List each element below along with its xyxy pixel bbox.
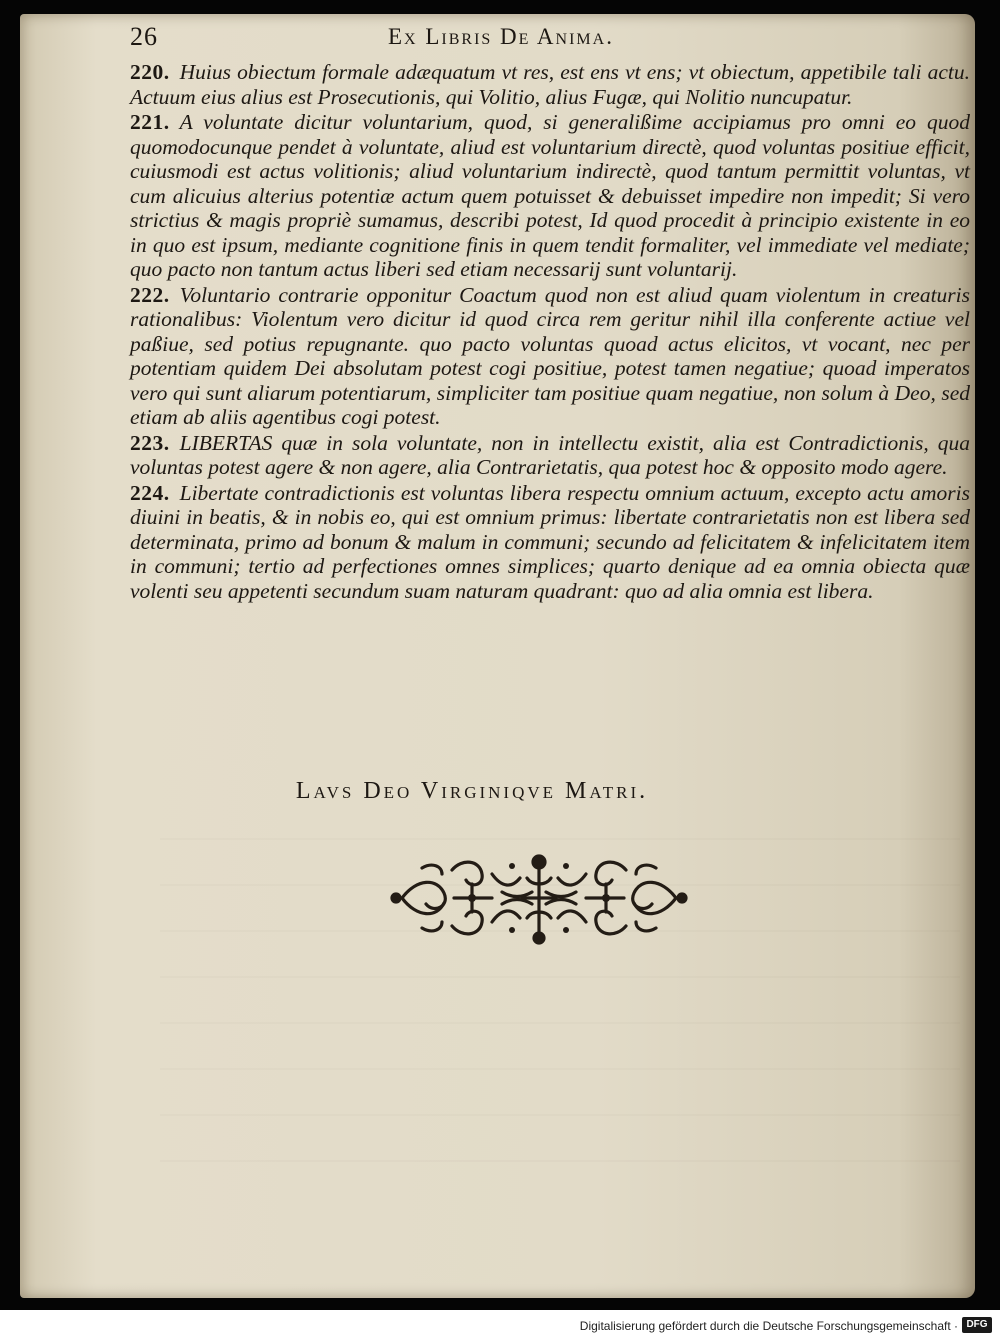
paragraph-number: 223. — [130, 430, 170, 455]
paragraph-text: LIBERTAS quæ in sola voluntate, non in intellectu existit, alia est Contradictionis, qua voluntas potest agere & non agere, alia Contrarietatis, qua potest hoc & opposito modo agere. — [130, 430, 970, 479]
paragraph-number: 222. — [130, 282, 170, 307]
paragraph-223 — [130, 431, 970, 480]
digitization-footer — [0, 1310, 1000, 1340]
paragraph-number: 220. — [130, 60, 170, 84]
paragraph-number: 221. — [130, 110, 170, 134]
dfg-logo-icon: DFG — [962, 1317, 992, 1333]
paragraph-220 — [130, 60, 970, 109]
body-text — [130, 60, 970, 604]
paragraph-222 — [130, 283, 970, 430]
running-title: Ex Libris De Anima. — [388, 24, 614, 49]
paragraph-224 — [130, 481, 970, 604]
paragraph-221 — [130, 110, 970, 282]
paragraph-text: Libertate contradictionis est voluntas libera respectu omnium actuum, excepto actu amoris diuini in beatis, & in nobis eo, qui est omnium primus: libertate contrarietatis non est libera sed determinata, primo ad bonum & malum in communi; secundo ad felicitatem & infelicitatem item in communi; tertio ad perfectiones omnes simplices; quarto denique ad ea omnia obiecta quæ volenti seu appetenti secundum suam naturam quadrant: quo ad alia omnia est libera. — [130, 480, 970, 603]
fleuron-ornament-icon — [382, 848, 696, 948]
page-header — [130, 22, 870, 58]
paragraph-text: Huius obiectum formale adæquatum vt res, est ens vt ens; vt obiectum, appetibile tali actu. Actuum eius alius est Prosecutionis, qui Volitio, alius Fugæ, qui Nolitio nuncupatur. — [130, 60, 970, 109]
paragraph-text: Voluntario contrarie opponitur Coactum quod non est aliud quam violentum in creaturis rationalibus: Violentum vero dicitur id quod circa rem geritur nihil illa conferente actiue vel paßiue, sed potius repugnante. quo pacto voluntas quoad actus elicitos, vt vocant, nec per potentiam quidem Dei absolutam potest cogi positiue, potest tamen negatiue; quoad imperatos vero qui sunt aliarum potentiarum, simpliciter tam positiue quam negatiue, non solum à Deo, sed etiam ab aliis agentibus cogi potest. — [130, 282, 970, 429]
paragraph-number: 224. — [130, 480, 170, 505]
paragraph-text: A voluntate dicitur voluntarium, quod, si generalißime accipiamus pro omni eo quod quomodocunque pendet à voluntate, aliud est voluntarium directè, quod voluntas positiue efficit, cuiusmodi est actus volitionis; aliud voluntarium indirectè, quod tantum permittit voluntas, vt cum alicuius alterius potentiæ actum quem potuisset & debuisset impedire non impedit; Si vero strictius & magis propriè sumamus, describi potest, Id quod procedit à principio existente in eo in quo est ipsum, mediante cognitione finis in quem tendit formaliter, vel immediate vel mediate; quo pacto non tantum actus liberi sed etiam necessarij sunt voluntarij. — [130, 110, 970, 281]
funding-notice: Digitalisierung gefördert durch die Deutsche Forschungsgemeinschaft · — [579, 1319, 958, 1333]
page-number: 26 — [130, 22, 158, 51]
closing-dedication: Lavs Deo Virginiqve Matri. — [295, 778, 649, 804]
